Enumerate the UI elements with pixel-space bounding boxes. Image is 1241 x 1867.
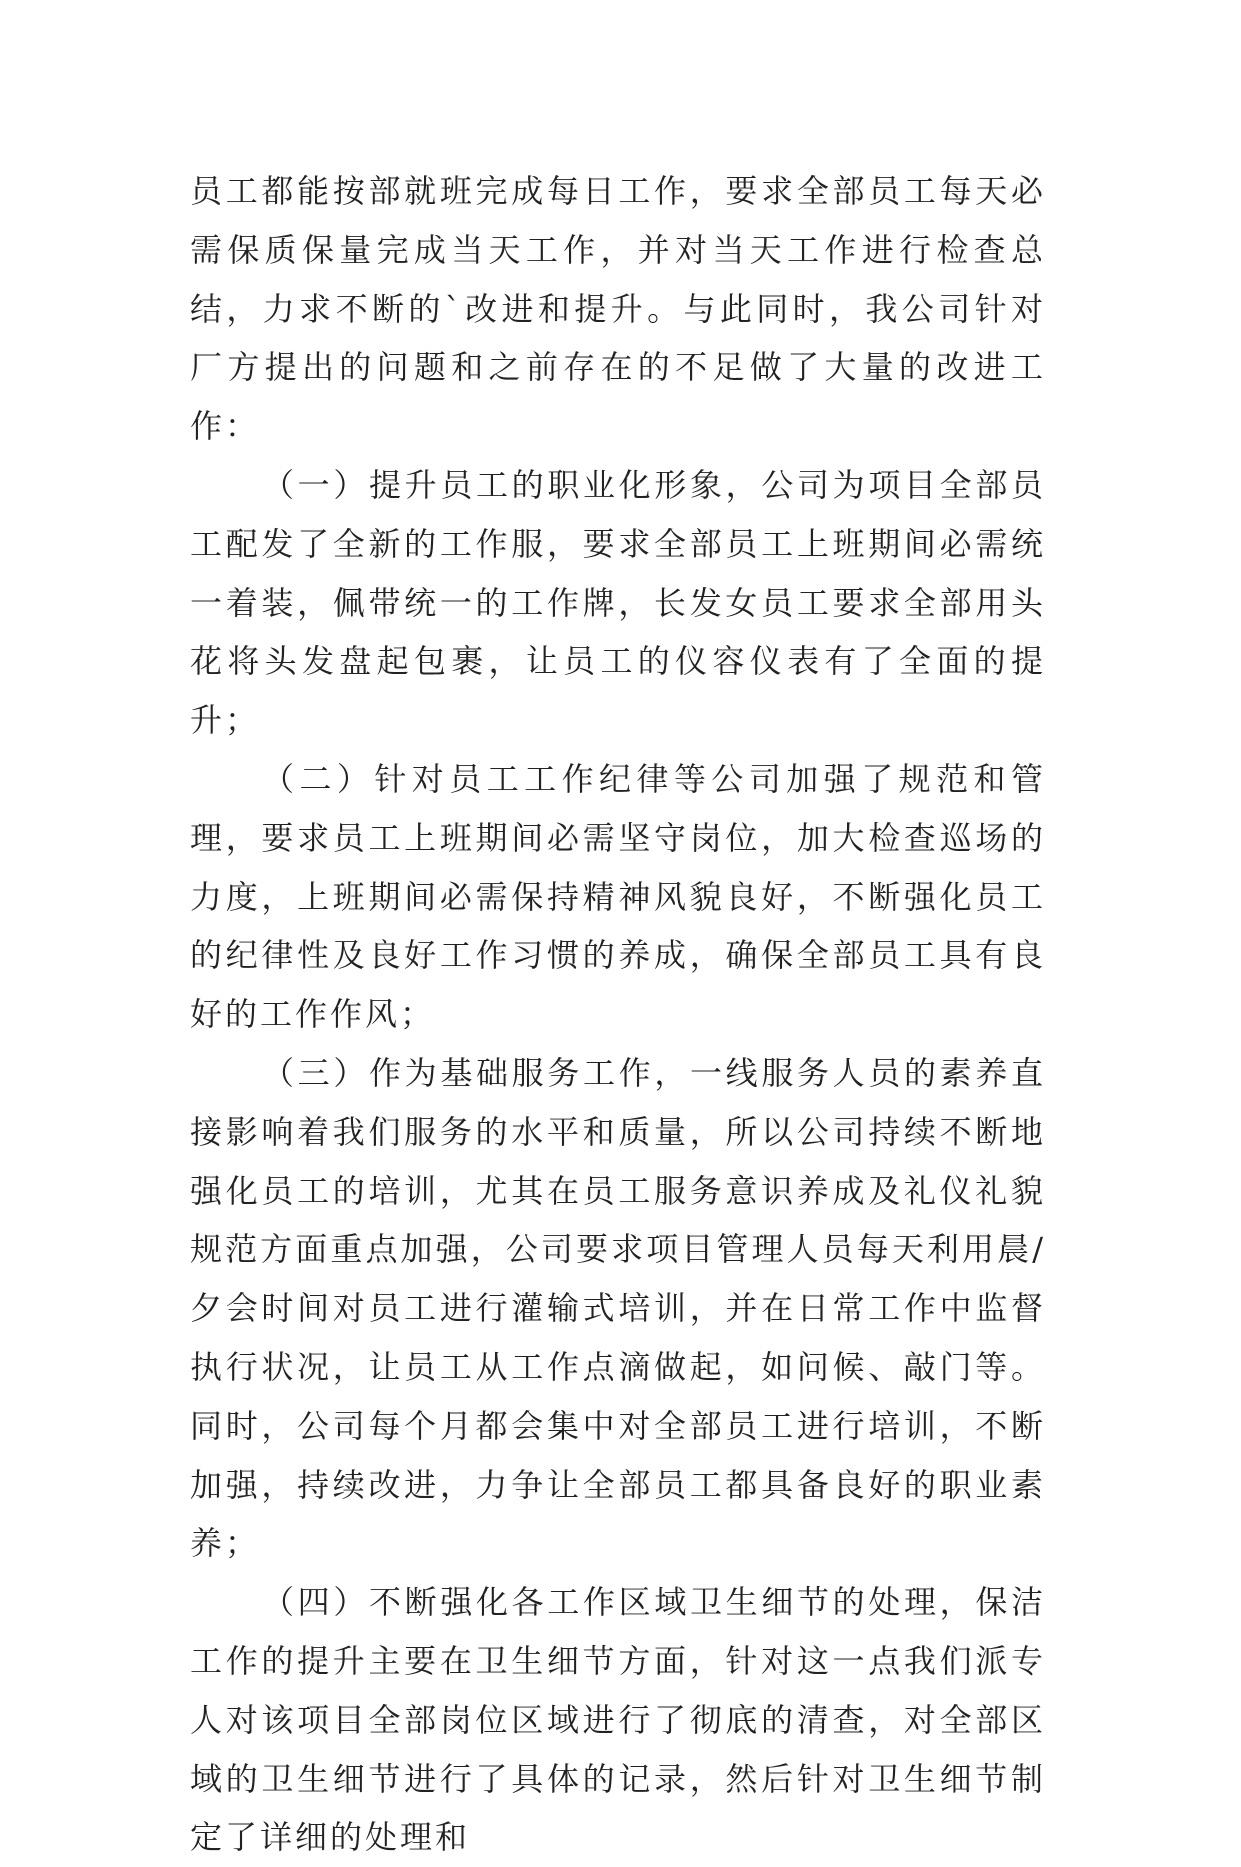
paragraph-continuation: 员工都能按部就班完成每日工作，要求全部员工每天必需保质保量完成当天工作，并对当天工作进行检查总结，力求不断的`改进和提升。与此同时，我公司针对厂方提出的问题和之前存在的不足做了大量的改进工作： (190, 172, 1046, 446)
paragraph-item-3: （三）作为基础服务工作，一线服务人员的素养直接影响着我们服务的水平和质量，所以公司持续不断地强化员工的培训，尤其在员工服务意识养成及礼仪礼貌规范方面重点加强，公司要求项目管理人员每天利用晨/夕会时间对员工进行灌输式培训，并在日常工作中监督执行状况，让员工从工作点滴做起，如问候、敲门等。同时，公司每个月都会集中对全部员工进行培训，不断加强，持续改进，力争让全部员工都具备良好的职业素养； (190, 1053, 1046, 1563)
body-text (190, 162, 1046, 1867)
paragraph-item-4: （四）不断强化各工作区域卫生细节的处理，保洁工作的提升主要在卫生细节方面，针对这一点我们派专人对该项目全部岗位区域进行了彻底的清查，对全部区域的卫生细节进行了具体的记录，然后针对卫生细节制定了详细的处理和 (190, 1583, 1046, 1857)
paragraph-item-2: （二）针对员工工作纪律等公司加强了规范和管理，要求员工上班期间必需坚守岗位，加大检查巡场的力度，上班期间必需保持精神风貌良好，不断强化员工的纪律性及良好工作习惯的养成，确保全部员工具有良好的工作作风； (190, 759, 1046, 1034)
paragraph-item-1: （一）提升员工的职业化形象，公司为项目全部员工配发了全新的工作服，要求全部员工上班期间必需统一着装，佩带统一的工作牌，长发女员工要求全部用头花将头发盘起包裹，让员工的仪容仪表有了全面的提升； (190, 465, 1046, 740)
